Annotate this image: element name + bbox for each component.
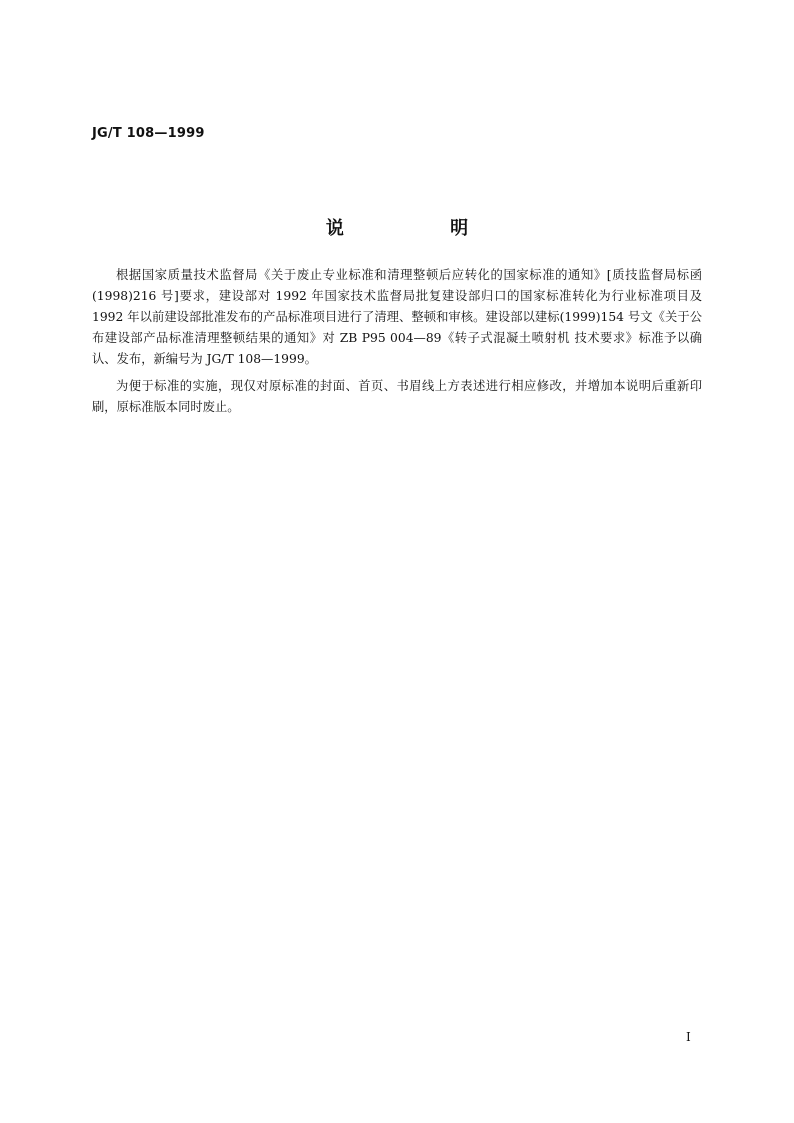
page-number: I	[686, 1030, 691, 1044]
paragraph: 根据国家质量技术监督局《关于废止专业标准和清理整顿后应转化的国家标准的通知》[质技监督局标函(1998)216 号]要求，建设部对 1992 年国家技术监督局批复建设部归口的国家标准转化为行业标准项目及 1992 年以前建设部批准发布的产品标准项目进行了清理、整顿和审核。建设部以建标(1999)154 号文《关于公布建设部产品标准清理整顿结果的通知》对 ZB P95 004—89《转子式混凝土喷射机 技术要求》标准予以确认、发布，新编号为 JG/T 108—1999。	[92, 268, 702, 366]
document-body	[92, 265, 702, 424]
standard-code: JG/T 108—1999	[92, 126, 205, 141]
paragraph: 为便于标准的实施，现仅对原标准的封面、首页、书眉线上方表述进行相应修改，并增加本说明后重新印刷，原标准版本同时废止。	[92, 379, 702, 414]
page-title: 说 明	[325, 218, 519, 239]
